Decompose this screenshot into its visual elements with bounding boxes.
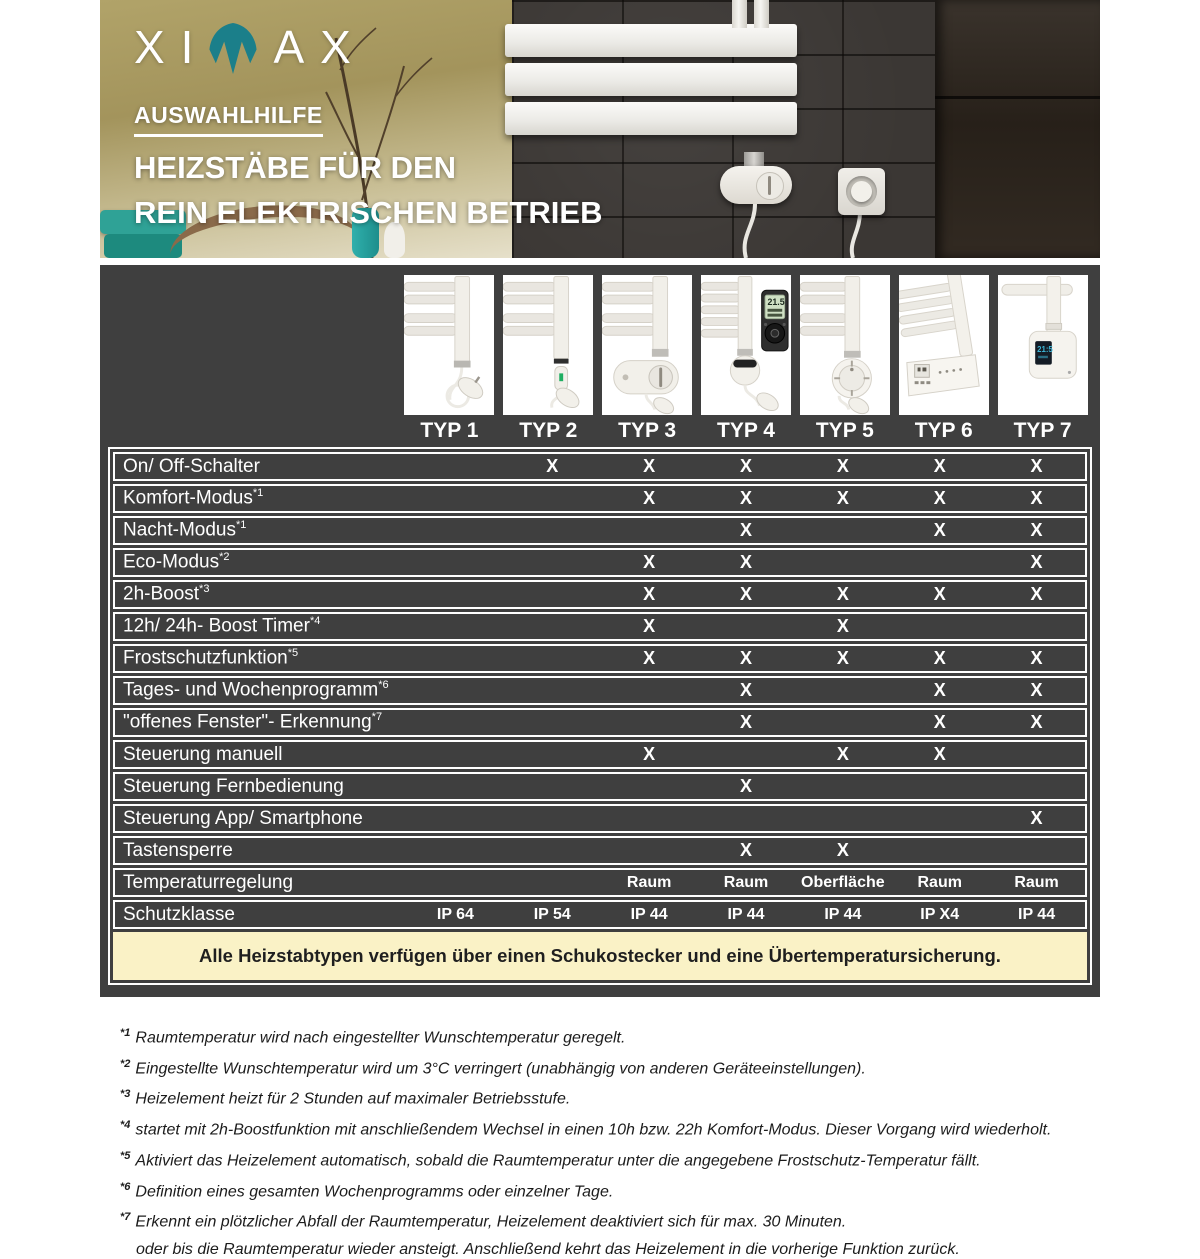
footnote-marker: *5 <box>120 1149 131 1162</box>
feature-cell: X <box>933 520 946 540</box>
feature-label: Steuerung manuell <box>123 743 283 765</box>
feature-cell: X <box>739 648 752 668</box>
footnote <box>120 1058 1100 1078</box>
feature-cell: IP 44 <box>824 905 862 923</box>
feature-cell: X <box>643 616 656 636</box>
feature-cell: IP X4 <box>920 905 960 923</box>
typ-4-product-image <box>701 275 791 415</box>
feature-row <box>113 484 1087 513</box>
feature-cell: X <box>739 840 752 860</box>
feature-cell: IP 54 <box>533 905 571 923</box>
typ-3-product-image <box>602 275 692 415</box>
feature-cell: Raum <box>626 873 672 891</box>
feature-row <box>113 612 1087 641</box>
logo-text-left: XI <box>134 21 210 73</box>
type-label: TYP 1 <box>420 419 479 442</box>
type-column-7 <box>993 275 1092 445</box>
feature-cell: IP 44 <box>630 905 668 923</box>
feature-cell: X <box>836 648 849 668</box>
feature-cell: X <box>1030 488 1043 508</box>
typ-7-product-image <box>998 275 1088 415</box>
power-plug-icon <box>851 181 872 202</box>
title-line-2: REIN ELEKTRISCHEN BETRIEB <box>134 195 603 230</box>
feature-cell: X <box>933 456 946 476</box>
feature-cell: X <box>836 840 849 860</box>
comparison-panel <box>100 265 1100 997</box>
feature-cell: X <box>933 744 946 764</box>
feature-row <box>113 804 1087 833</box>
feature-cell: X <box>643 648 656 668</box>
feature-row <box>113 772 1087 801</box>
typ-2-product-image <box>503 275 593 415</box>
feature-label: Tastensperre <box>123 839 233 861</box>
feature-cell: X <box>836 584 849 604</box>
type-column-6 <box>894 275 993 445</box>
feature-cell: X <box>1030 584 1043 604</box>
hero-text-block <box>134 18 602 235</box>
type-column-4 <box>697 275 796 445</box>
comparison-table <box>108 447 1092 985</box>
footnote <box>120 1088 1100 1108</box>
footnote <box>120 1119 1100 1139</box>
footnote-marker: *2 <box>120 1057 131 1070</box>
feature-cell: Raum <box>723 873 769 891</box>
footnote-text: startet mit 2h-Boostfunktion mit anschließendem Wechsel in einen 10h bzw. 22h Komfort-Modus. Dieser Vorgang wird wiederholt. <box>135 1121 1052 1139</box>
feature-label: Temperaturregelung <box>123 871 294 893</box>
ximax-logo <box>134 18 602 76</box>
feature-cell: X <box>1030 552 1043 572</box>
footnote <box>120 1150 1100 1170</box>
feature-cell: X <box>739 776 752 796</box>
feature-cell: X <box>1030 712 1043 732</box>
feature-cell: Oberfläche <box>801 873 885 891</box>
feature-cell: X <box>643 584 656 604</box>
feature-cell: X <box>933 488 946 508</box>
feature-cell: X <box>739 520 752 540</box>
footnote-marker: *6 <box>120 1180 131 1193</box>
wall-socket <box>838 168 885 215</box>
feature-label: 2h-Boost$^{*3}$ <box>123 583 210 605</box>
feature-cell: X <box>933 584 946 604</box>
feature-cell: X <box>643 488 656 508</box>
footnote-text: Erkennt ein plötzlicher Abfall der Raumtemperatur, Heizelement deaktiviert sich für max. 30 Minuten. <box>135 1213 847 1231</box>
typ-1-product-image <box>404 275 494 415</box>
footnote <box>120 1211 1100 1258</box>
feature-cell: X <box>836 616 849 636</box>
feature-cell: X <box>739 584 752 604</box>
logo-text-right: AX <box>273 21 367 73</box>
feature-label: Steuerung App/ Smartphone <box>123 807 363 829</box>
feature-label: Komfort-Modus$^{*1}$ <box>123 487 264 509</box>
feature-row <box>113 868 1087 897</box>
feature-cell: Raum <box>917 873 962 891</box>
feature-cell: X <box>739 680 752 700</box>
header-spacer <box>108 275 400 445</box>
feature-cell: X <box>933 648 946 668</box>
feature-cell: X <box>739 488 752 508</box>
feature-row <box>113 516 1087 545</box>
feature-cell: X <box>1030 456 1043 476</box>
feature-cell: X <box>739 712 752 732</box>
footnote-text: Definition eines gesamten Wochenprogramms oder einzelner Tage. <box>135 1183 614 1200</box>
feature-row <box>113 740 1087 769</box>
type-label: TYP 6 <box>914 419 973 442</box>
feature-cell: X <box>643 456 656 476</box>
feature-label: Frostschutzfunktion$^{*5}$ <box>123 647 299 669</box>
feature-cell: X <box>1030 680 1043 700</box>
feature-cell: X <box>739 456 752 476</box>
feature-label: On/ Off-Schalter <box>123 455 260 477</box>
svg-text:21:5: 21:5 <box>1036 344 1053 354</box>
page-title <box>134 145 602 235</box>
footnote-marker: *7 <box>120 1211 131 1224</box>
footnote <box>120 1181 1100 1201</box>
type-column-2 <box>499 275 598 445</box>
typ-6-product-image <box>899 275 989 415</box>
feature-rows <box>113 452 1087 929</box>
feature-row <box>113 548 1087 577</box>
footnote-text: Eingestellte Wunschtemperatur wird um 3°C verringert (unabhängig von anderen Geräteeinstellungen). <box>135 1060 866 1078</box>
feature-cell: X <box>739 552 752 572</box>
feature-cell: X <box>933 680 946 700</box>
hero-eyebrow: AUSWAHLHILFE <box>134 102 323 137</box>
type-label: TYP 2 <box>519 419 578 442</box>
feature-cell: X <box>1030 808 1043 828</box>
feature-label: "offenes Fenster"- Erkennung$^{*7}$ <box>123 711 383 733</box>
feature-cell: X <box>546 456 559 476</box>
type-column-1 <box>400 275 499 445</box>
feature-row <box>113 644 1087 673</box>
feature-cell: X <box>1030 520 1043 540</box>
feature-cell: X <box>643 744 656 764</box>
feature-label: Nacht-Modus$^{*1}$ <box>123 519 247 541</box>
feature-row <box>113 580 1087 609</box>
product-header-row <box>108 275 1092 445</box>
feature-cell: IP 44 <box>727 905 765 923</box>
type-label: TYP 7 <box>1013 419 1072 442</box>
feature-cell: IP 64 <box>436 905 474 923</box>
footnote-marker: *3 <box>120 1088 131 1101</box>
page <box>100 0 1100 1259</box>
feature-label: Tages- und Wochenprogramm$^{*6}$ <box>123 679 389 701</box>
feature-label: Schutzklasse <box>123 903 235 925</box>
feature-row <box>113 836 1087 865</box>
footnote-marker: *4 <box>120 1119 131 1132</box>
feature-label: Steuerung Fernbedienung <box>123 775 344 797</box>
feature-cell: X <box>1030 648 1043 668</box>
hero-banner <box>100 0 1100 258</box>
feature-row <box>113 708 1087 737</box>
type-label: TYP 5 <box>815 419 874 442</box>
feature-label: Eco-Modus$^{*2}$ <box>123 551 230 573</box>
footnote <box>120 1027 1100 1047</box>
feature-cell: X <box>836 488 849 508</box>
svg-text:21.5: 21.5 <box>767 296 785 307</box>
feature-cell: X <box>933 712 946 732</box>
note-bar: Alle Heizstabtypen verfügen über einen Schukostecker und eine Übertemperatursicherung. <box>113 932 1087 980</box>
footnotes-section <box>120 1027 1100 1259</box>
type-column-5 <box>795 275 894 445</box>
footnote-text: Heizelement heizt für 2 Stunden auf maximaler Betriebsstufe. <box>135 1090 571 1108</box>
footnote-text: Aktiviert das Heizelement automatisch, sobald die Raumtemperatur unter die angegebene Frostschutz-Temperatur fällt. <box>135 1152 981 1170</box>
feature-cell: X <box>836 744 849 764</box>
footnote-marker: *1 <box>120 1027 131 1039</box>
type-label: TYP 4 <box>717 419 775 442</box>
feature-cell: Raum <box>1014 873 1059 891</box>
feature-row <box>113 676 1087 705</box>
footnote-text: Raumtemperatur wird nach eingestellter Wunschtemperatur geregelt. <box>135 1029 626 1047</box>
type-column-3 <box>598 275 697 445</box>
feature-cell: X <box>643 552 656 572</box>
feature-row <box>113 452 1087 481</box>
feature-cell: IP 44 <box>1018 905 1056 923</box>
title-line-1: HEIZSTÄBE FÜR DEN <box>134 150 457 185</box>
feature-cell: X <box>836 456 849 476</box>
feature-row <box>113 900 1087 929</box>
ximax-logo-m-icon <box>207 22 259 76</box>
type-label: TYP 3 <box>618 419 677 442</box>
typ-5-product-image <box>800 275 890 415</box>
footnote-text-continued: oder bis die Raumtemperatur wieder ansteigt. Anschließend kehrt das Heizelement in die vorherige Funktion zurück. <box>136 1240 960 1258</box>
feature-label: 12h/ 24h- Boost Timer$^{*4}$ <box>123 615 321 637</box>
